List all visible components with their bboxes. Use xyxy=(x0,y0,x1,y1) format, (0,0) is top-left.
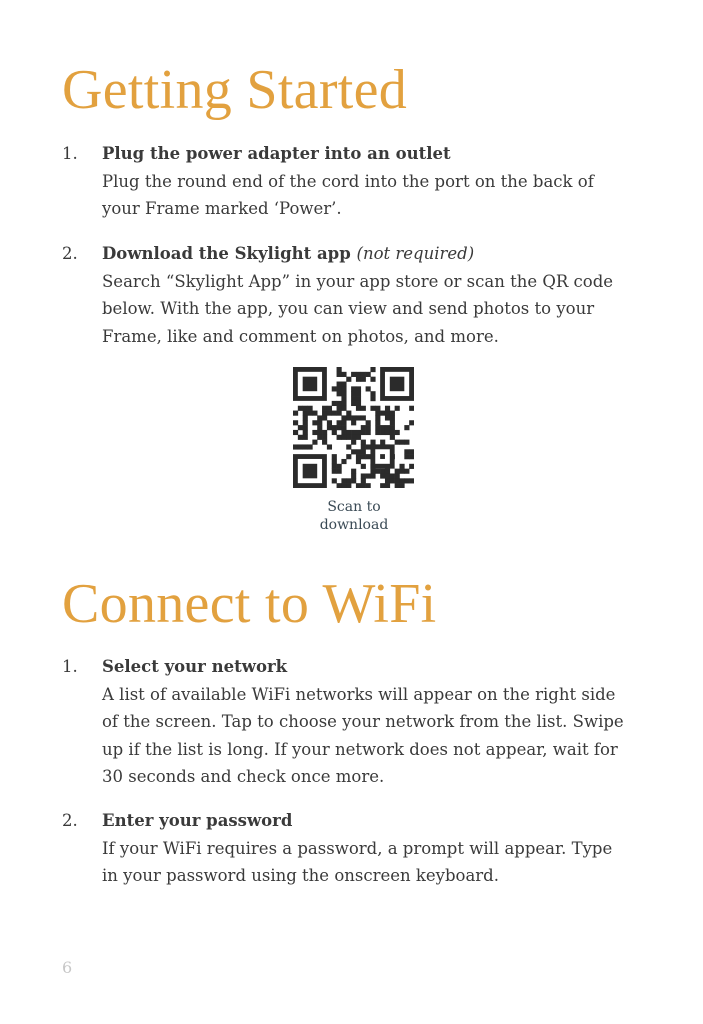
step-title: Download the Skylight app xyxy=(102,244,351,263)
page-number: 6 xyxy=(62,958,73,977)
qr-caption-line1: Scan to xyxy=(327,499,381,515)
step-text: If your WiFi requires a password, a prompt will appear. Type in your password using the onscreen keyboard. xyxy=(102,838,613,885)
step-text: Search “Skylight App” in your app store or scan the QR code below. With the app, you can view and send photos to your Frame, like and comment on photos, and more. xyxy=(102,271,614,346)
connect-wifi-heading: Connect to WiFi xyxy=(62,573,437,635)
qr-code xyxy=(293,367,414,488)
getting-started-heading: Getting Started xyxy=(62,59,408,121)
step-title: Select your network xyxy=(102,657,288,676)
step-enter-password xyxy=(62,807,632,890)
step-plug-adapter xyxy=(62,140,632,223)
qr-code-graphic xyxy=(293,367,414,488)
step-text: A list of available WiFi networks will appear on the right side of the screen. Tap to choose your network from the list. Swipe up if the list is long. If your network does not appear, wait for 30 seconds and check once more. xyxy=(102,684,624,786)
step-number: 2. xyxy=(62,811,78,830)
step-download-app xyxy=(62,240,632,350)
qr-caption xyxy=(294,498,414,534)
step-select-network xyxy=(62,653,632,791)
step-title: Plug the power adapter into an outlet xyxy=(102,144,451,163)
step-number: 1. xyxy=(62,657,78,676)
step-text: Plug the round end of the cord into the port on the back of your Frame marked ‘Power’. xyxy=(102,171,594,218)
step-note: (not required) xyxy=(356,244,475,263)
step-number: 2. xyxy=(62,244,78,263)
step-number: 1. xyxy=(62,144,78,163)
qr-caption-line2: download xyxy=(319,517,389,533)
step-title: Enter your password xyxy=(102,811,293,830)
